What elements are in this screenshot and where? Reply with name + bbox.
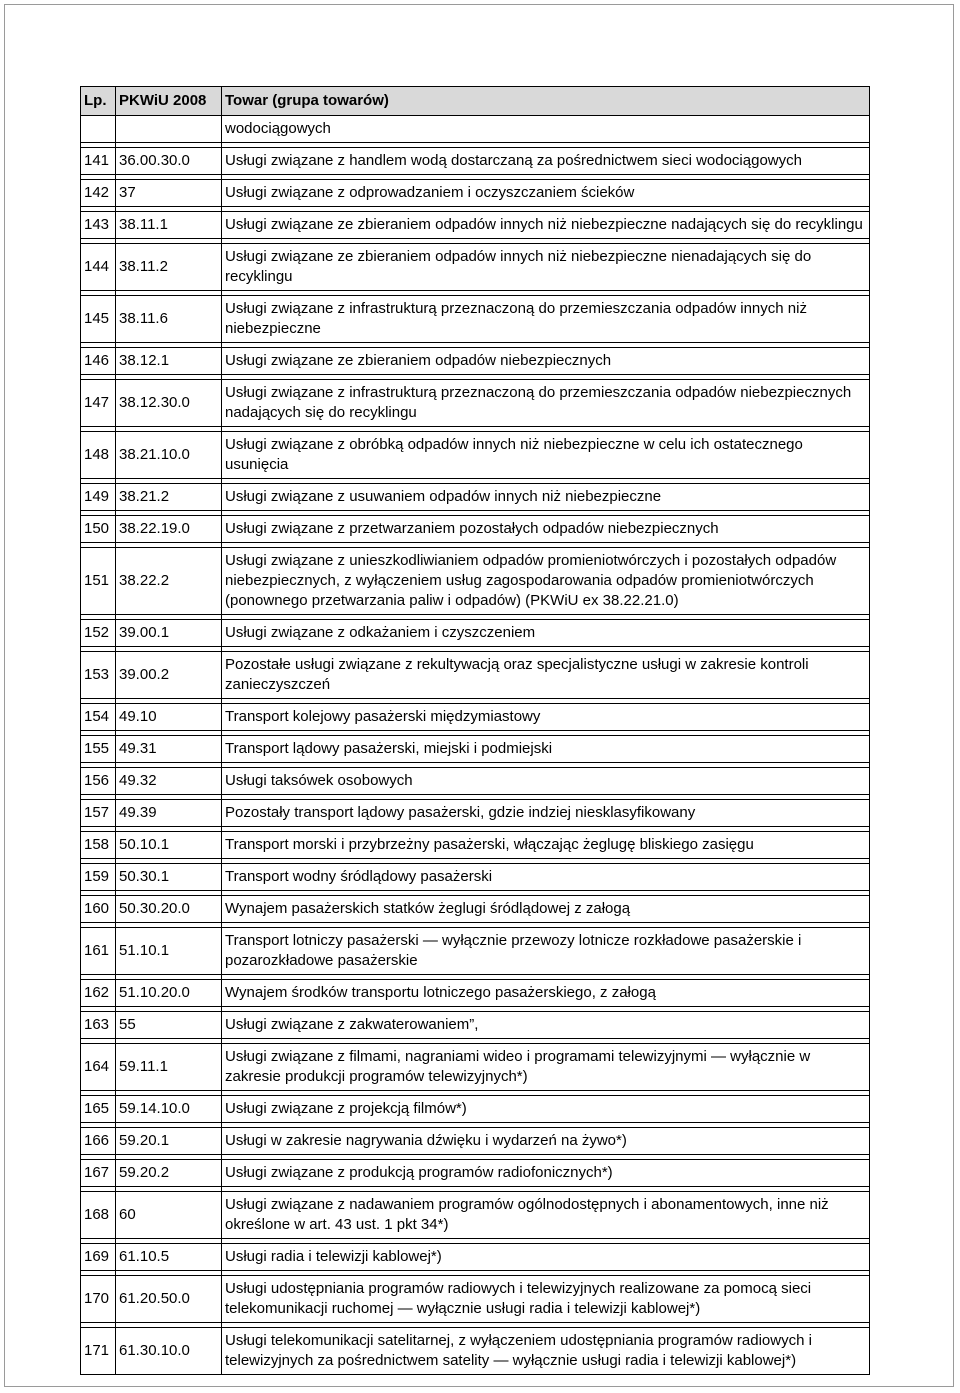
cell-description: Usługi związane z produkcją programów radiofonicznych*) — [222, 1160, 870, 1187]
cell-lp: 165 — [81, 1096, 116, 1123]
cell-lp: 152 — [81, 620, 116, 647]
cell-description: Usługi radia i telewizji kablowej*) — [222, 1244, 870, 1271]
cell-lp: 141 — [81, 148, 116, 175]
cell-description: Transport lądowy pasażerski, miejski i podmiejski — [222, 736, 870, 763]
cell-description: Usługi udostępniania programów radiowych i telewizyjnych realizowane za pomocą sieci telekomunikacji ruchomej — wyłącznie usługi radia i telewizji kablowej*) — [222, 1276, 870, 1323]
cell-description: Transport wodny śródlądowy pasażerski — [222, 864, 870, 891]
cell-lp: 156 — [81, 768, 116, 795]
cell-pkwiu-code: 61.20.50.0 — [116, 1276, 222, 1323]
cell-lp — [81, 116, 116, 143]
cell-pkwiu-code: 49.32 — [116, 768, 222, 795]
cell-description: Usługi związane ze zbieraniem odpadów niebezpiecznych — [222, 348, 870, 375]
cell-pkwiu-code: 39.00.1 — [116, 620, 222, 647]
goods-table — [80, 86, 870, 1375]
table-row — [81, 180, 870, 207]
header-pkwiu: PKWiU 2008 — [116, 87, 222, 116]
table-row — [81, 116, 870, 143]
cell-pkwiu-code: 37 — [116, 180, 222, 207]
cell-lp: 142 — [81, 180, 116, 207]
cell-lp: 166 — [81, 1128, 116, 1155]
table-row — [81, 1328, 870, 1375]
cell-pkwiu-code: 50.30.20.0 — [116, 896, 222, 923]
cell-description: Wynajem środków transportu lotniczego pasażerskiego, z załogą — [222, 980, 870, 1007]
cell-description: Transport kolejowy pasażerski międzymiastowy — [222, 704, 870, 731]
cell-pkwiu-code: 51.10.1 — [116, 928, 222, 975]
cell-pkwiu-code: 59.11.1 — [116, 1044, 222, 1091]
cell-pkwiu-code: 49.10 — [116, 704, 222, 731]
cell-pkwiu-code — [116, 116, 222, 143]
table-row — [81, 620, 870, 647]
cell-pkwiu-code: 61.30.10.0 — [116, 1328, 222, 1375]
cell-lp: 164 — [81, 1044, 116, 1091]
cell-lp: 167 — [81, 1160, 116, 1187]
cell-description: Wynajem pasażerskich statków żeglugi śródlądowej z załogą — [222, 896, 870, 923]
table-row — [81, 212, 870, 239]
header-lp: Lp. — [81, 87, 116, 116]
cell-description: Transport lotniczy pasażerski — wyłącznie przewozy lotnicze rozkładowe pasażerskie i pozarozkładowe pasażerskie — [222, 928, 870, 975]
cell-lp: 162 — [81, 980, 116, 1007]
cell-description: Usługi związane ze zbieraniem odpadów innych niż niebezpieczne nadających się do recyklingu — [222, 212, 870, 239]
cell-lp: 163 — [81, 1012, 116, 1039]
header-towar: Towar (grupa towarów) — [222, 87, 870, 116]
cell-description: Usługi związane z unieszkodliwianiem odpadów promieniotwórczych i pozostałych odpadów niebezpiecznych, z wyłączeniem usług zagospodarowania odpadów promieniotwórczych (ponownego przetwarzania paliw i odpadów) (PKWiU ex 38.22.21.0) — [222, 548, 870, 615]
cell-lp: 157 — [81, 800, 116, 827]
table-row — [81, 548, 870, 615]
cell-description: Usługi taksówek osobowych — [222, 768, 870, 795]
cell-description: Usługi związane z zakwaterowaniem”, — [222, 1012, 870, 1039]
cell-description: wodociągowych — [222, 116, 870, 143]
cell-lp: 155 — [81, 736, 116, 763]
table-row — [81, 244, 870, 291]
cell-pkwiu-code: 50.30.1 — [116, 864, 222, 891]
cell-lp: 145 — [81, 296, 116, 343]
cell-description: Usługi związane z infrastrukturą przeznaczoną do przemieszczania odpadów innych niż niebezpieczne — [222, 296, 870, 343]
cell-description: Transport morski i przybrzeżny pasażerski, włączając żeglugę bliskiego zasięgu — [222, 832, 870, 859]
cell-pkwiu-code: 50.10.1 — [116, 832, 222, 859]
table-row — [81, 928, 870, 975]
table-row — [81, 1012, 870, 1039]
cell-pkwiu-code: 36.00.30.0 — [116, 148, 222, 175]
table-row — [81, 348, 870, 375]
cell-description: Usługi w zakresie nagrywania dźwięku i wydarzeń na żywo*) — [222, 1128, 870, 1155]
table-row — [81, 516, 870, 543]
cell-description: Usługi związane z filmami, nagraniami wideo i programami telewizyjnymi — wyłącznie w zakresie produkcji programów telewizyjnych*) — [222, 1044, 870, 1091]
table-row — [81, 432, 870, 479]
cell-lp: 169 — [81, 1244, 116, 1271]
cell-lp: 159 — [81, 864, 116, 891]
cell-lp: 170 — [81, 1276, 116, 1323]
table-row — [81, 736, 870, 763]
table-row — [81, 832, 870, 859]
cell-lp: 160 — [81, 896, 116, 923]
table-row — [81, 1276, 870, 1323]
cell-lp: 150 — [81, 516, 116, 543]
cell-pkwiu-code: 61.10.5 — [116, 1244, 222, 1271]
cell-description: Usługi związane ze zbieraniem odpadów innych niż niebezpieczne nienadających się do recyklingu — [222, 244, 870, 291]
cell-lp: 151 — [81, 548, 116, 615]
cell-lp: 153 — [81, 652, 116, 699]
cell-pkwiu-code: 38.11.2 — [116, 244, 222, 291]
table-row — [81, 1192, 870, 1239]
table-row — [81, 148, 870, 175]
cell-lp: 154 — [81, 704, 116, 731]
cell-description: Usługi związane z projekcją filmów*) — [222, 1096, 870, 1123]
cell-description: Pozostałe usługi związane z rekultywacją oraz specjalistyczne usługi w zakresie kontroli zanieczyszczeń — [222, 652, 870, 699]
cell-description: Pozostały transport lądowy pasażerski, gdzie indziej niesklasyfikowany — [222, 800, 870, 827]
cell-lp: 171 — [81, 1328, 116, 1375]
table-row — [81, 484, 870, 511]
table-row — [81, 896, 870, 923]
table-row — [81, 980, 870, 1007]
cell-pkwiu-code: 60 — [116, 1192, 222, 1239]
table-header-row — [81, 87, 870, 116]
cell-description: Usługi związane z odkażaniem i czyszczeniem — [222, 620, 870, 647]
table-row — [81, 1128, 870, 1155]
cell-pkwiu-code: 39.00.2 — [116, 652, 222, 699]
cell-pkwiu-code: 38.21.2 — [116, 484, 222, 511]
table-row — [81, 800, 870, 827]
cell-description: Usługi związane z usuwaniem odpadów innych niż niebezpieczne — [222, 484, 870, 511]
table-body — [81, 116, 870, 1375]
table-row — [81, 380, 870, 427]
cell-lp: 161 — [81, 928, 116, 975]
cell-pkwiu-code: 55 — [116, 1012, 222, 1039]
table-row — [81, 652, 870, 699]
cell-lp: 149 — [81, 484, 116, 511]
cell-lp: 144 — [81, 244, 116, 291]
cell-pkwiu-code: 38.22.19.0 — [116, 516, 222, 543]
cell-pkwiu-code: 38.12.30.0 — [116, 380, 222, 427]
table-row — [81, 704, 870, 731]
table-row — [81, 296, 870, 343]
cell-pkwiu-code: 59.20.1 — [116, 1128, 222, 1155]
cell-pkwiu-code: 38.11.6 — [116, 296, 222, 343]
cell-description: Usługi związane z obróbką odpadów innych niż niebezpieczne w celu ich ostatecznego usunięcia — [222, 432, 870, 479]
cell-pkwiu-code: 38.22.2 — [116, 548, 222, 615]
cell-lp: 147 — [81, 380, 116, 427]
cell-description: Usługi związane z infrastrukturą przeznaczoną do przemieszczania odpadów niebezpiecznych nadających się do recyklingu — [222, 380, 870, 427]
cell-description: Usługi związane z nadawaniem programów ogólnodostępnych i abonamentowych, inne niż określone w art. 43 ust. 1 pkt 34*) — [222, 1192, 870, 1239]
cell-lp: 146 — [81, 348, 116, 375]
cell-pkwiu-code: 38.11.1 — [116, 212, 222, 239]
cell-lp: 158 — [81, 832, 116, 859]
cell-description: Usługi związane z przetwarzaniem pozostałych odpadów niebezpiecznych — [222, 516, 870, 543]
cell-lp: 143 — [81, 212, 116, 239]
cell-lp: 168 — [81, 1192, 116, 1239]
cell-description: Usługi związane z handlem wodą dostarczaną za pośrednictwem sieci wodociągowych — [222, 148, 870, 175]
cell-pkwiu-code: 59.14.10.0 — [116, 1096, 222, 1123]
table-row — [81, 768, 870, 795]
cell-description: Usługi związane z odprowadzaniem i oczyszczaniem ścieków — [222, 180, 870, 207]
cell-pkwiu-code: 49.31 — [116, 736, 222, 763]
cell-lp: 148 — [81, 432, 116, 479]
cell-description: Usługi telekomunikacji satelitarnej, z wyłączeniem udostępniania programów radiowych i telewizyjnych za pośrednictwem satelity — wyłącznie usługi radia i telewizji kablowej*) — [222, 1328, 870, 1375]
cell-pkwiu-code: 38.21.10.0 — [116, 432, 222, 479]
cell-pkwiu-code: 38.12.1 — [116, 348, 222, 375]
table-row — [81, 864, 870, 891]
table-row — [81, 1160, 870, 1187]
cell-pkwiu-code: 59.20.2 — [116, 1160, 222, 1187]
table-row — [81, 1096, 870, 1123]
table-row — [81, 1244, 870, 1271]
table-row — [81, 1044, 870, 1091]
cell-pkwiu-code: 51.10.20.0 — [116, 980, 222, 1007]
cell-pkwiu-code: 49.39 — [116, 800, 222, 827]
